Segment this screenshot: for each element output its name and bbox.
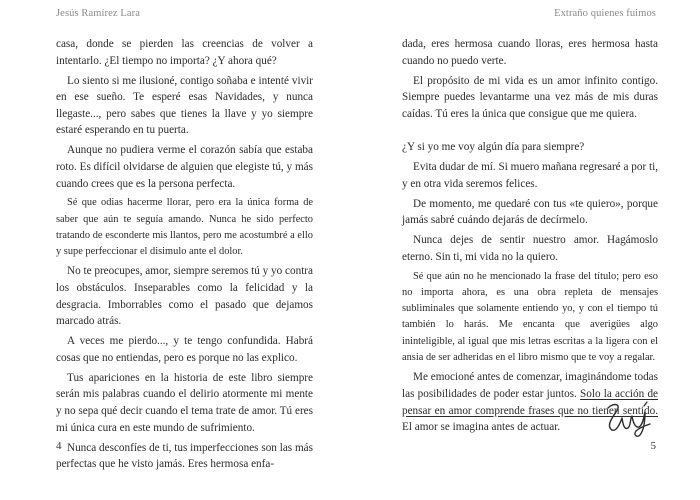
- right-text-block: [402, 36, 658, 439]
- right-paragraph-1: dada, eres hermosa cuando lloras, eres hermosa hasta cuando no puedo verte.: [402, 38, 658, 67]
- left-text-block: [56, 36, 313, 476]
- left-paragraph-2: Lo siento si me ilusioné, contigo soñaba e intenté vivir en ese sueño. Te esperé esas Navidades, y nunca llegaste..., pero sabes que tienes la llave y yo siempre estaré esperando en tu puerta.: [56, 74, 313, 137]
- left-paragraph-6: A veces me pierdo..., y te tengo confundida. Habrá cosas que no entiendas, pero es porque no las explico.: [56, 335, 313, 364]
- emotion-sentence: Me emocioné antes de comenzar, imaginándome todas las posibilidades de poder estar juntos.: [402, 371, 658, 400]
- right-paragraph-4: Evita dudar de mí. Si muero mañana regresaré a por ti, y en otra vida seremos felices.: [402, 161, 658, 190]
- right-paragraph-6: Nunca dejes de sentir nuestro amor. Hagámoslo eterno. Sin ti, mi vida no la quiero.: [402, 234, 658, 263]
- left-paragraph-5: No te preocupes, amor, siempre seremos tú y yo contra los obstáculos. Inseparables como la felicidad y la desgracia. Imborrables como el pasado que dejamos marcado atrás.: [56, 265, 313, 328]
- left-paragraph-7: Tus apariciones en la historia de este libro siempre serán mis palabras cuando el delirio atormente mi mente y no sepa qué decir cuando el tema trate de amor. Tú eres mi única cura en este mundo de sufrimiento.: [56, 371, 313, 434]
- left-paragraph-3: Aunque no pudiera verme el corazón sabía que estaba roto. Es difícil olvidarse de alguien que elegiste tú, y más cuando crees que es la persona perfecta.: [56, 144, 313, 190]
- closing-sentence: El amor se imagina antes de actuar.: [402, 421, 561, 434]
- right-paragraph-7: Sé que aún no he mencionado la frase del título; pero eso no importa ahora, es una obra repleta de mensajes subliminales que solamente entiendo yo, y con el tiempo tú también lo harás. Me encanta que averigües algo ininteligible, al igual que mis letras escritas a la ligera con el ansia de ser adheridas en el libro mismo que te voy a regalar.: [402, 270, 658, 363]
- left-page-number: 4: [56, 440, 62, 452]
- right-paragraph-2: El propósito de mi vida es un amor infinito contigo. Siempre puedes levantarme una vez más de mis duras caídas. Tú eres la única que consigue que me quiera.: [402, 74, 658, 120]
- right-page-number: 5: [650, 440, 656, 452]
- handwritten-signature: [600, 398, 656, 438]
- right-paragraph-5: De momento, me quedaré con tus «te quiero», porque jamás sabré cuándo dejarás de decírmelo.: [402, 197, 658, 227]
- left-paragraph-1: casa, donde se pierden las creencias de volver a intentarlo. ¿El tiempo no importa? ¿Y ahora qué?: [56, 38, 313, 67]
- left-running-header: Jesús Ramírez Lara: [56, 8, 141, 19]
- right-page: [350, 0, 700, 500]
- right-paragraph-3: ¿Y si yo me voy algún día para siempre?: [402, 141, 585, 154]
- left-paragraph-4: Sé que odias hacerme llorar, pero era la única forma de saber que aún te seguía amando. Nunca he sido perfecto tratando de esconderte mis llantos, pero me acostumbré a ello y supe perfeccionar el disimulo ante el dolor.: [56, 197, 313, 258]
- left-paragraph-8: Nunca desconfíes de ti, tus imperfecciones son las más perfectas que he visto jamás. Eres hermosa enfa-: [56, 441, 313, 471]
- underlined-sentence: Solo la acción de pensar en amor comprende frases que no tienen sentido.: [402, 387, 658, 417]
- right-running-header: Extraño quienes fuimos: [554, 8, 656, 19]
